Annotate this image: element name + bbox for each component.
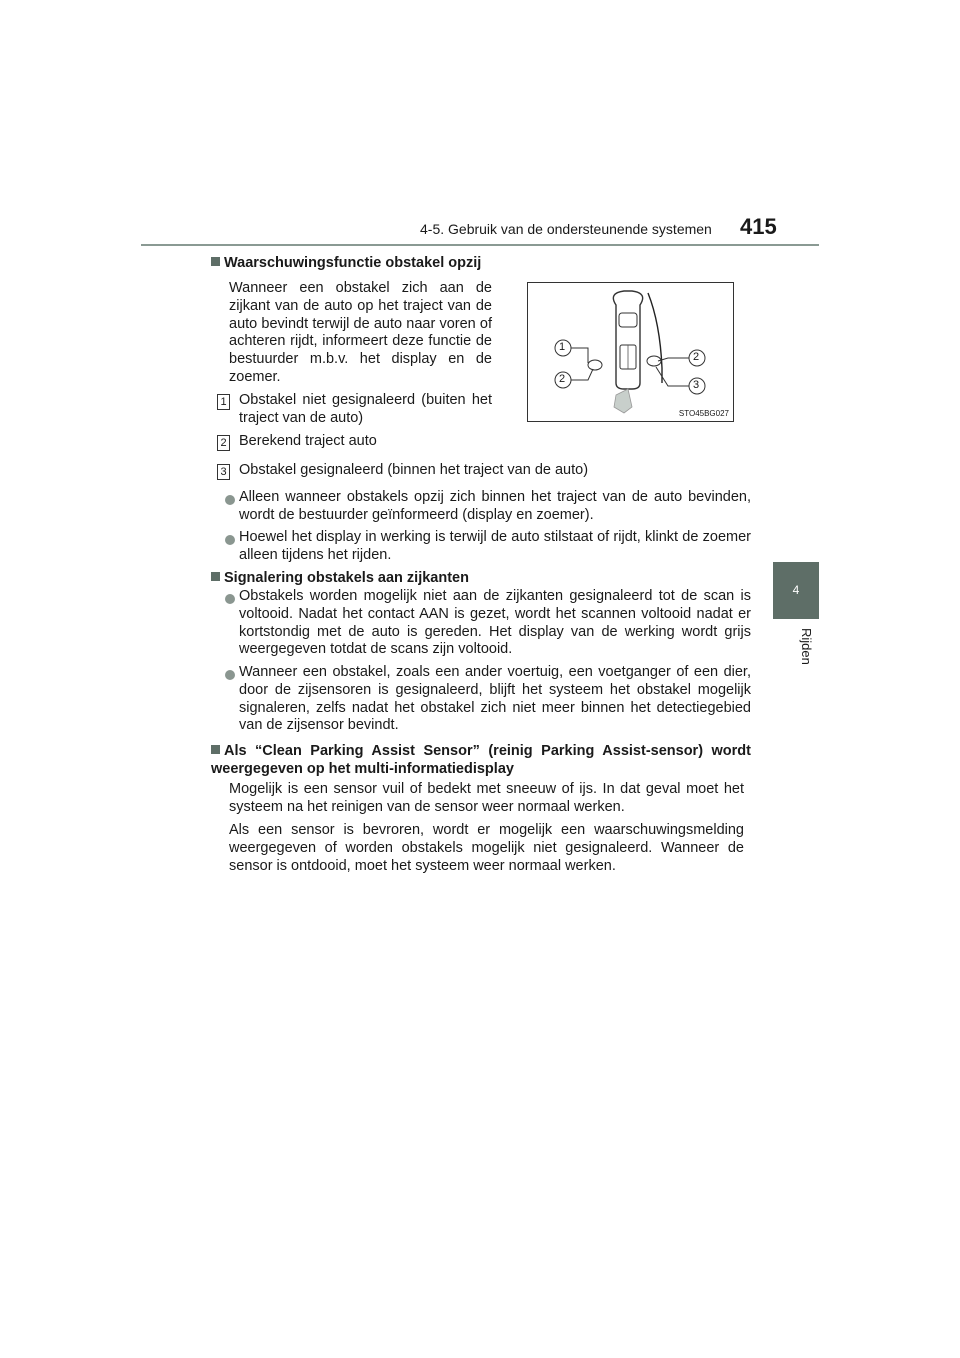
item-text-2: Berekend traject auto xyxy=(239,433,377,449)
item-number-3: 3 xyxy=(217,464,230,480)
header-rule xyxy=(141,244,819,246)
chapter-label: Rijden xyxy=(799,628,814,665)
section2-bullet-2: Wanneer een obstakel, zoals een ander voertuig, een voetganger of een dier, door de zijsensoren is gesignaleerd, blijft het systeem het obstakel mogelijk signaleren, zelfs nadat het obstakel zich niet meer binnen het detectiegebied van de zijsensor bevindt. xyxy=(239,664,751,734)
section1-heading: Waarschuwingsfunctie obstakel opzij xyxy=(224,255,482,271)
square-bullet-icon xyxy=(211,257,220,266)
bullet-dot-icon xyxy=(225,535,235,545)
square-bullet-icon xyxy=(211,572,220,581)
bullet-dot-icon xyxy=(225,670,235,680)
bullet-dot-icon xyxy=(225,594,235,604)
section1-bullet-2: Hoewel het display in werking is terwijl de auto stilstaat of rijdt, klinkt de zoemer alleen tijdens het rijden. xyxy=(239,529,751,563)
section1-bullet-1: Alleen wanneer obstakels opzij zich binnen het traject van de auto bevinden, wordt de bestuurder geïnformeerd (display en zoemer). xyxy=(239,489,751,523)
chapter-tab: 4 xyxy=(773,562,819,619)
callout-3: 3 xyxy=(693,379,700,391)
section3-paragraph-2: Als een sensor is bevroren, wordt er mogelijk een waarschuwingsmelding weergegeven of worden obstakels mogelijk niet gesignaleerd. Wanneer de sensor is ontdooid, moet het systeem weer normaal werken. xyxy=(229,822,744,874)
section3-heading: Als “Clean Parking Assist Sensor” (reinig Parking Assist-sensor) wordt weergegeven op het multi-informatiedisplay xyxy=(211,743,751,777)
item-number-2: 2 xyxy=(217,435,230,451)
item-number-1: 1 xyxy=(217,394,230,410)
callout-2: 2 xyxy=(559,373,566,385)
section2-bullet-1: Obstakels worden mogelijk niet aan de zijkanten gesignaleerd tot de scan is voltooid. Nadat het contact AAN is gezet, wordt het scannen voltooid nadat er kortstondig met de auto is gereden. Het display van de werking wordt grijs weergegeven totdat de scans zijn voltooid. xyxy=(239,588,751,658)
side-obstacle-figure xyxy=(527,282,734,422)
section1-intro: Wanneer een obstakel zich aan de zijkant van de auto op het traject van de auto bevindt terwijl de auto naar voren of achteren rijdt, informeert deze functie de bestuurder m.b.v. het display en de zoemer. xyxy=(229,280,492,385)
callout-2-right: 2 xyxy=(693,351,700,363)
page-number: 415 xyxy=(740,214,777,239)
item-text-1: Obstakel niet gesignaleerd (buiten het traject van de auto) xyxy=(239,392,492,426)
square-bullet-icon xyxy=(211,745,220,754)
item-text-3: Obstakel gesignaleerd (binnen het traject van de auto) xyxy=(239,462,589,478)
section1-heading-row xyxy=(211,255,481,273)
section3-heading-row xyxy=(211,743,751,779)
section3-paragraph-1: Mogelijk is een sensor vuil of bedekt met sneeuw of ijs. In dat geval moet het systeem na het reinigen van de sensor weer normaal werken. xyxy=(229,781,744,815)
section2-heading: Signalering obstakels aan zijkanten xyxy=(224,570,469,586)
bullet-dot-icon xyxy=(225,495,235,505)
figure-code: STO45BG027 xyxy=(678,409,729,418)
callout-1: 1 xyxy=(559,341,566,353)
header-section-title: 4-5. Gebruik van de ondersteunende systemen xyxy=(420,221,712,237)
section2-heading-row xyxy=(211,570,469,588)
